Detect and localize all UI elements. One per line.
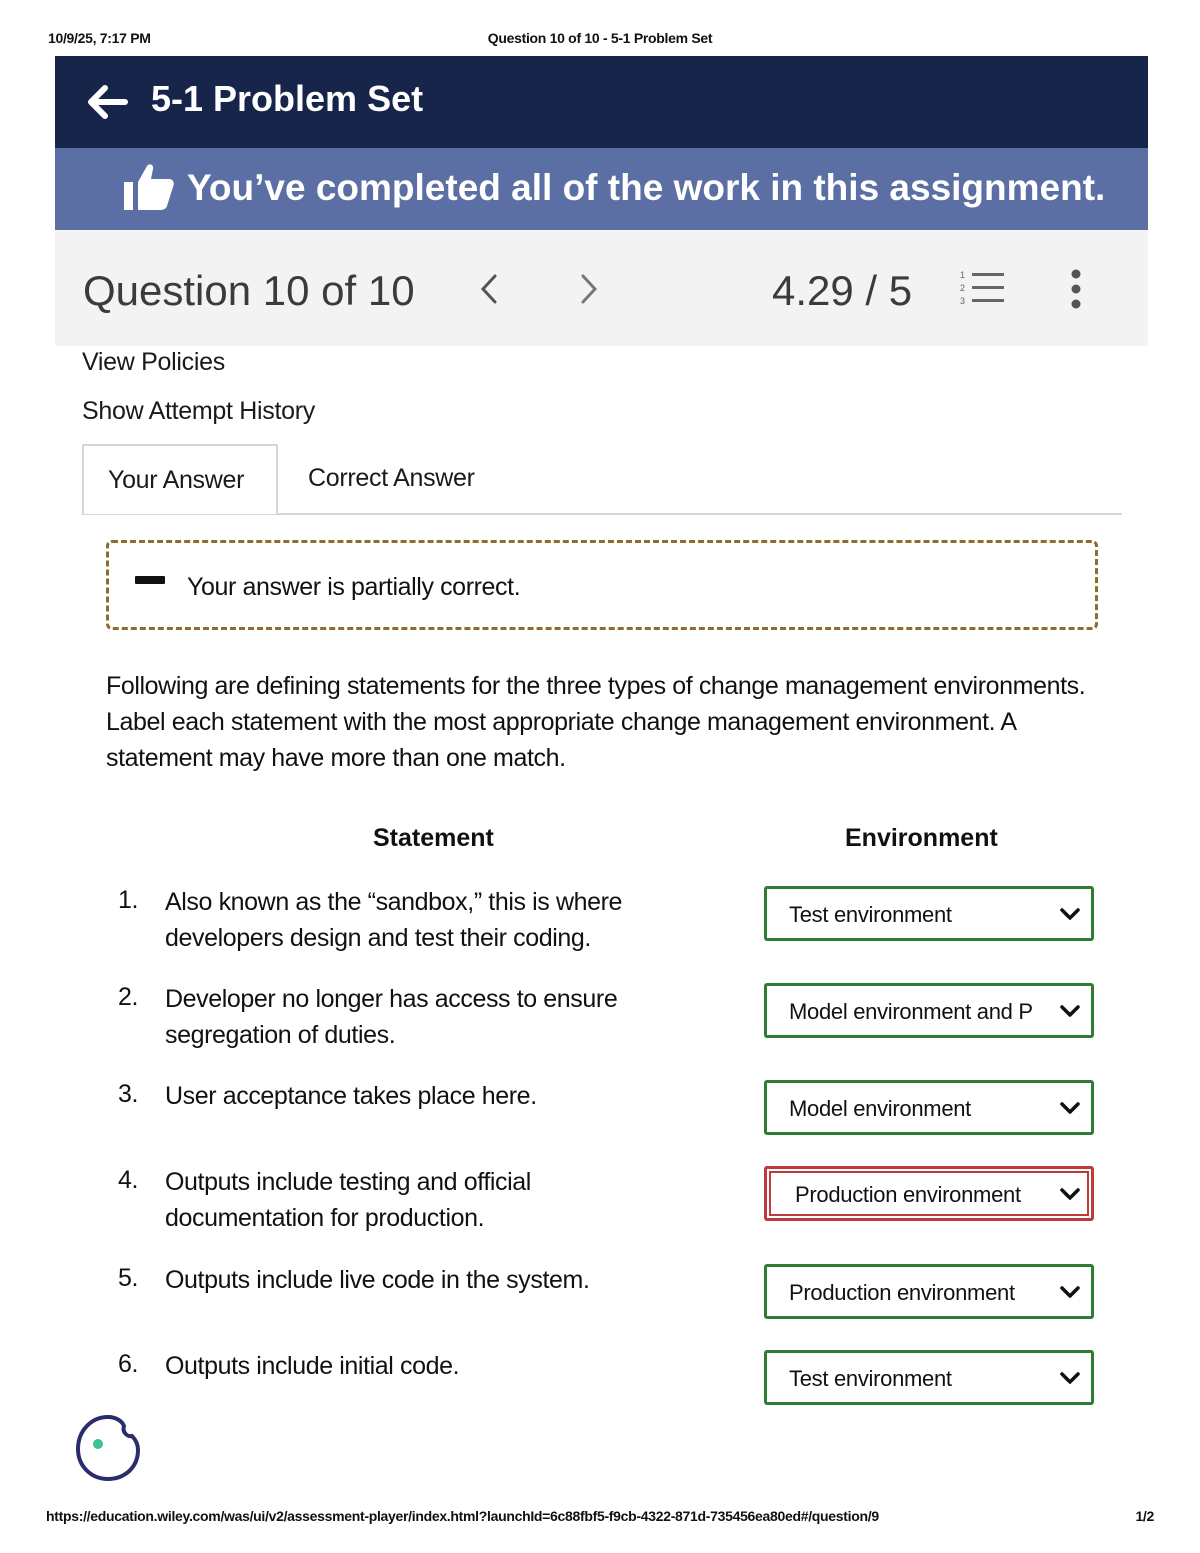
environment-select[interactable] [764, 886, 1094, 941]
feedback-message: Your answer is partially correct. [187, 573, 521, 601]
environment-column-header: Environment [845, 824, 998, 852]
arrow-left-icon[interactable] [85, 80, 129, 124]
print-header [0, 30, 1200, 50]
feedback-box [106, 540, 1098, 630]
minus-icon [135, 576, 165, 584]
row-number: 6. [118, 1350, 139, 1378]
chevron-down-icon [1059, 1098, 1081, 1118]
question-counter: Question 10 of 10 [83, 267, 415, 314]
chevron-down-icon [1059, 904, 1081, 924]
tab-your-answer-label: Your Answer [108, 466, 245, 494]
environment-select[interactable] [764, 983, 1094, 1038]
chevron-right-icon[interactable] [578, 272, 600, 306]
statement-text: User acceptance takes place here. [165, 1082, 537, 1110]
svg-text:2: 2 [960, 283, 966, 293]
more-vertical-icon[interactable] [1065, 268, 1087, 310]
statement-text: Outputs include initial code. [165, 1352, 460, 1380]
score-display: 4.29 / 5 [772, 267, 913, 314]
statement-text: Also known as the “sandbox,” this is where developers design and test their coding. [165, 888, 623, 952]
chevron-down-icon [1059, 1184, 1081, 1204]
completion-message: You’ve completed all of the work in this assignment. [187, 167, 1106, 208]
numbered-list-icon[interactable] [960, 268, 1006, 308]
print-footer [0, 1508, 1200, 1528]
environment-select-incorrect[interactable] [764, 1166, 1094, 1221]
svg-text:1: 1 [960, 270, 966, 280]
statement-text: Outputs include testing and official documentation for production. [165, 1168, 531, 1232]
row-number: 3. [118, 1080, 139, 1108]
assignment-title: 5-1 Problem Set [151, 78, 424, 119]
print-doc-title: Question 10 of 10 - 5-1 Problem Set [487, 30, 713, 46]
app-header [55, 56, 1148, 148]
environment-select[interactable] [764, 1350, 1094, 1405]
chevron-down-icon [1059, 1001, 1081, 1021]
selected-value: Test environment [789, 902, 952, 927]
tab-correct-answer[interactable]: Correct Answer [308, 464, 475, 492]
selected-value: Production environment [795, 1182, 1021, 1207]
thumbs-up-icon [123, 162, 175, 212]
row-number: 5. [118, 1264, 139, 1292]
view-policies-link[interactable]: View Policies [82, 348, 225, 376]
print-page-number: 1/2 [1135, 1508, 1154, 1524]
cookie-icon[interactable] [72, 1412, 144, 1484]
selected-value: Test environment [789, 1366, 952, 1391]
show-attempt-history-link[interactable]: Show Attempt History [82, 397, 315, 425]
svg-text:3: 3 [960, 296, 966, 306]
environment-select[interactable] [764, 1264, 1094, 1319]
selected-value: Model environment [789, 1096, 971, 1121]
row-number: 2. [118, 983, 139, 1011]
statement-column-header: Statement [373, 824, 494, 852]
completion-banner [55, 148, 1148, 230]
chevron-left-icon[interactable] [478, 272, 500, 306]
statement-text: Outputs include live code in the system. [165, 1266, 590, 1294]
chevron-down-icon [1059, 1368, 1081, 1388]
question-bar [55, 230, 1148, 346]
statement-text: Developer no longer has access to ensure segregation of duties. [165, 985, 618, 1049]
row-number: 1. [118, 886, 139, 914]
selected-value: Model environment and P [789, 999, 1033, 1024]
print-url: https://education.wiley.com/was/ui/v2/assessment-player/index.html?launchId=6c88fbf5-f9cb-4322-871d-735456ea80ed#/question/9 [46, 1508, 879, 1524]
tab-your-answer[interactable] [82, 444, 278, 514]
row-number: 4. [118, 1166, 139, 1194]
print-datetime: 10/9/25, 7:17 PM [48, 30, 151, 46]
question-prompt: Following are defining statements for the three types of change management environments. Label each statement with the most appropriate change management environment. A statement may have more than one match. [106, 672, 1086, 772]
environment-select[interactable] [764, 1080, 1094, 1135]
chevron-down-icon [1059, 1282, 1081, 1302]
selected-value: Production environment [789, 1280, 1015, 1305]
